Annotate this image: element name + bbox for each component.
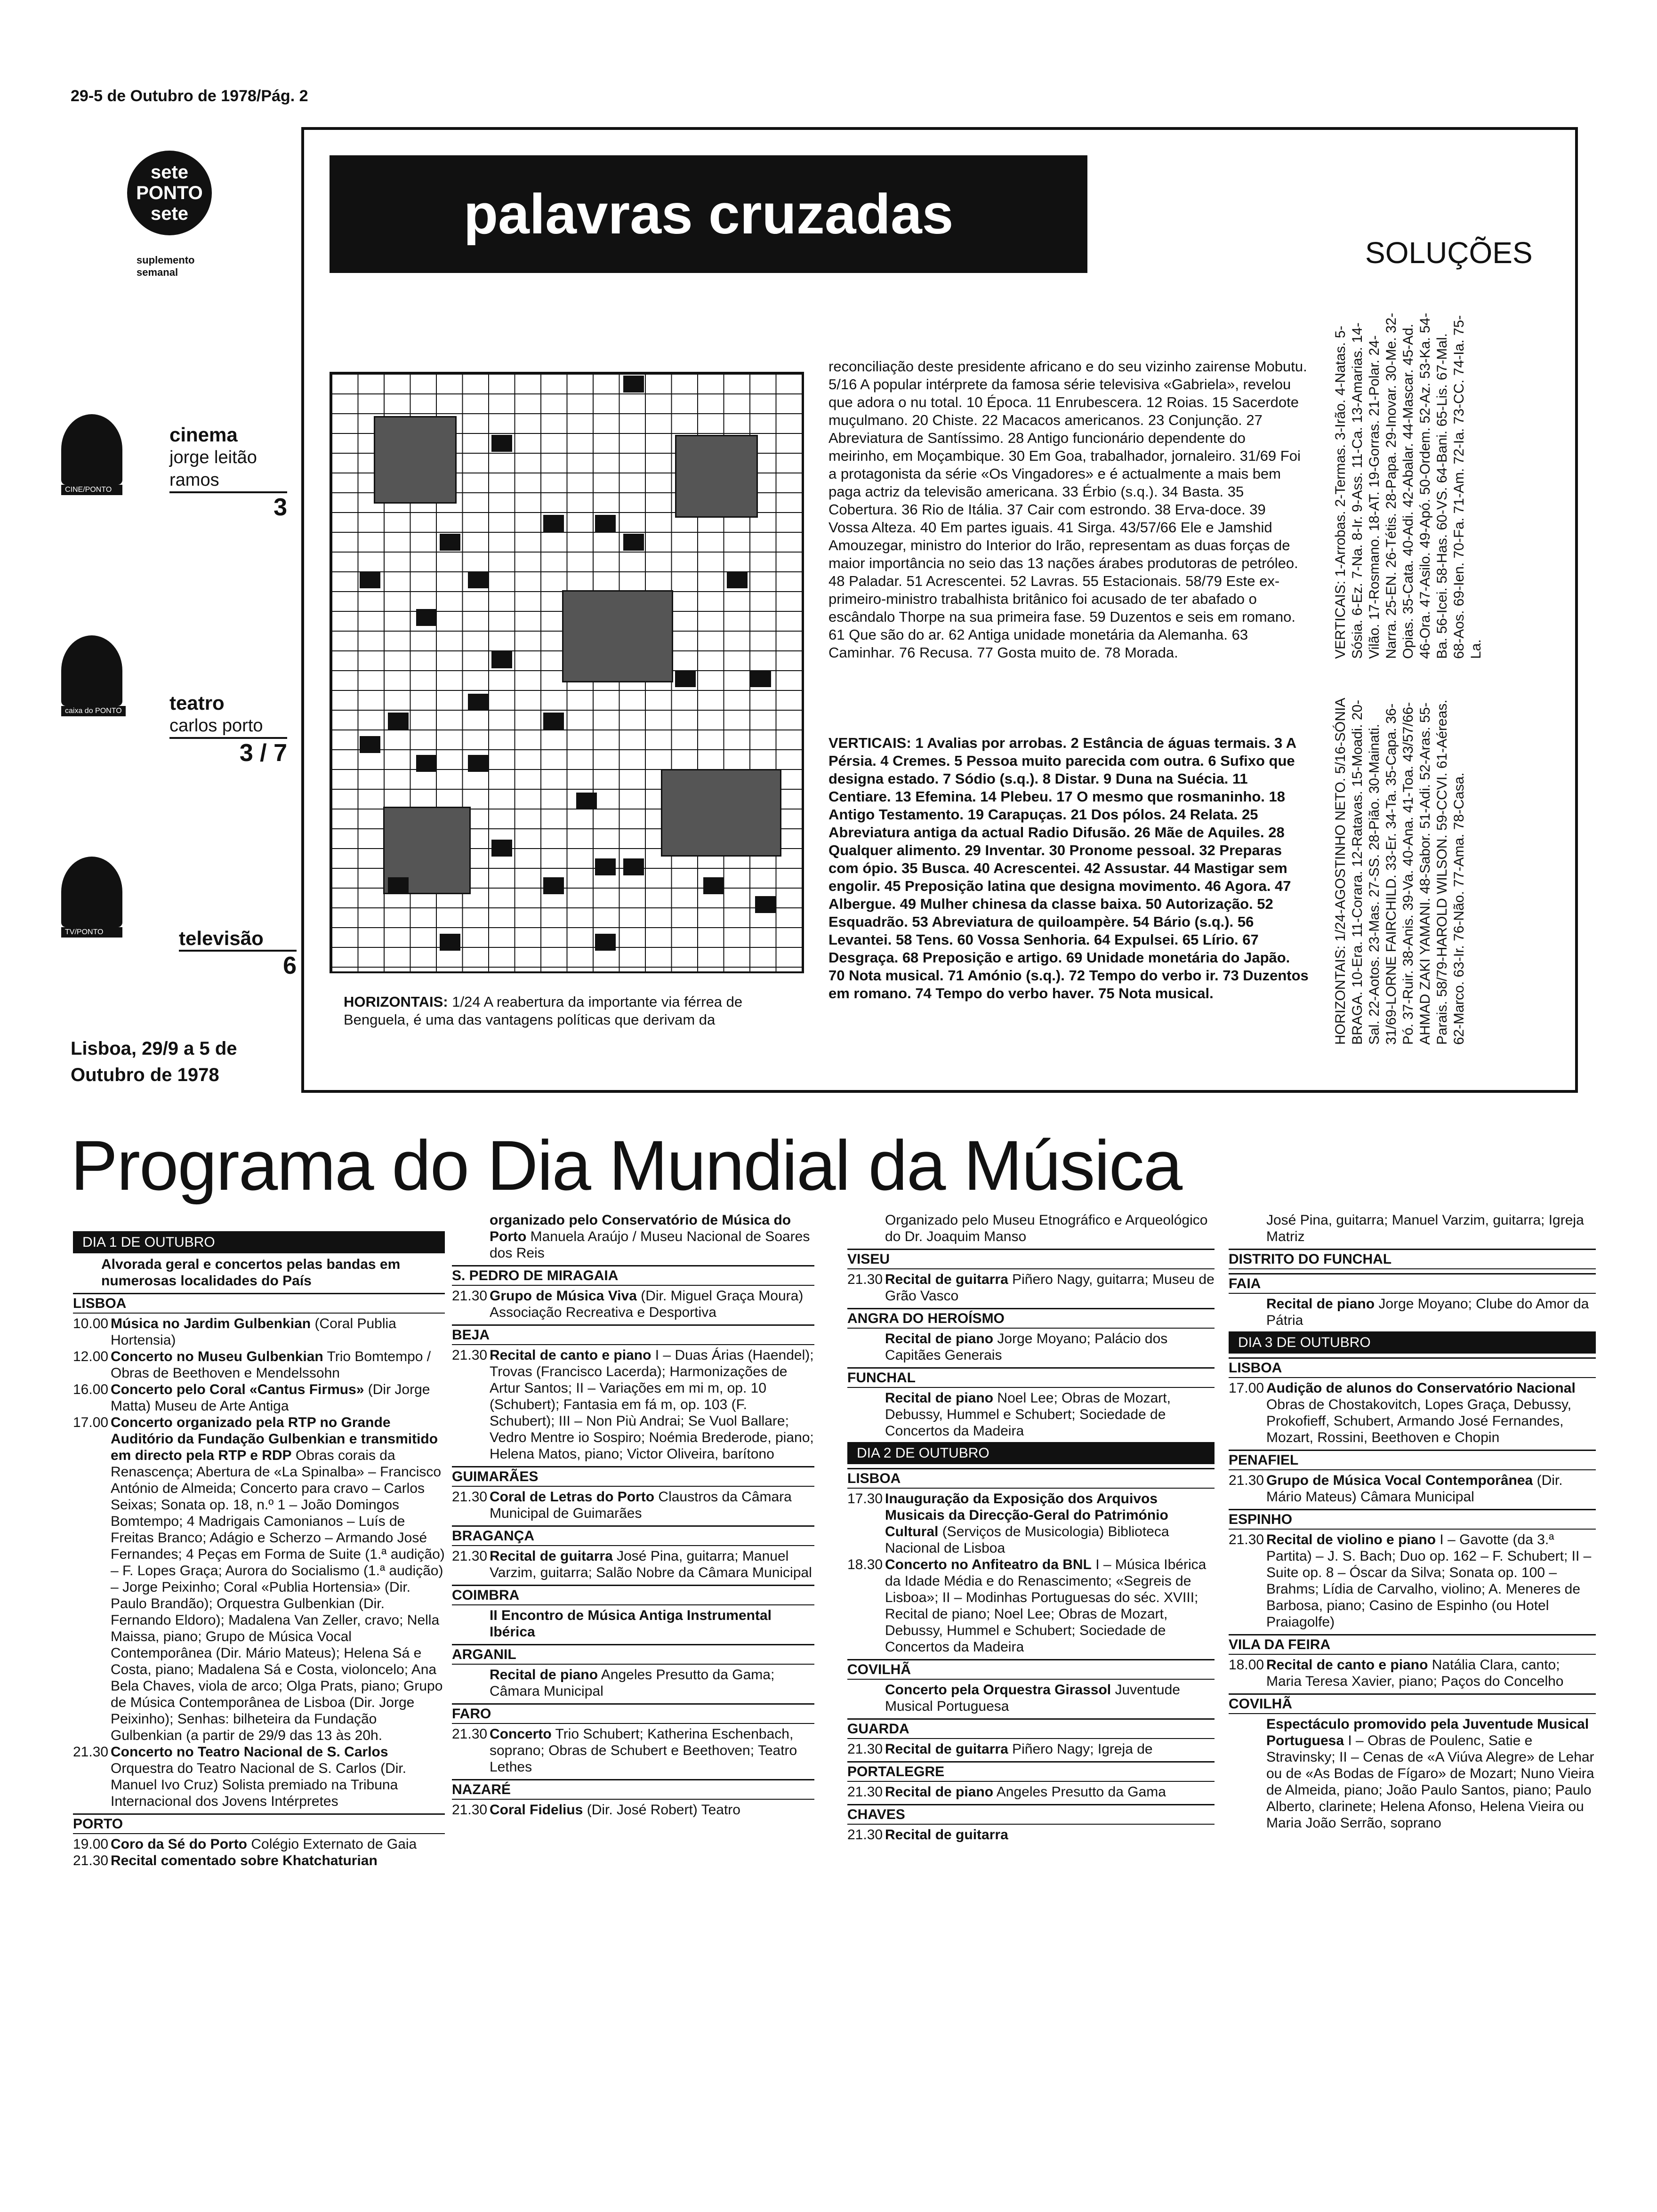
programa-event — [452, 1347, 814, 1462]
programa-event — [847, 1784, 1215, 1800]
event-heading: Espectáculo promovido pela Juventude Musical Portuguesa — [1266, 1716, 1589, 1748]
event-heading: Recital de guitarra — [885, 1272, 1008, 1287]
event-heading: Recital comentado sobre Khatchaturian — [111, 1853, 378, 1868]
event-heading: II Encontro de Música Antiga Instrumental Ibérica — [490, 1608, 772, 1640]
day-header: DIA 2 DE OUTUBRO — [847, 1442, 1215, 1464]
event-time: 21.30 — [452, 1548, 488, 1564]
event-details — [885, 1390, 1215, 1439]
grid-block — [388, 877, 409, 894]
event-body: Organizado pelo Museu Etnográfico e Arqueológico do Dr. Joaquim Manso — [885, 1212, 1208, 1244]
grid-block — [727, 571, 748, 588]
programa-title: Programa do Dia Mundial da Música — [71, 1126, 1182, 1205]
section-title: televisão — [179, 927, 264, 949]
event-body: Trio Bomtempo / Obras de Beethoven e Mendelssohn — [111, 1349, 431, 1381]
section-televisao — [61, 857, 122, 938]
event-body: Claustros da Câmara Municipal de Guimarães — [490, 1489, 792, 1521]
event-body: (Coral Publia Hortensia) — [111, 1316, 396, 1348]
event-details — [885, 1491, 1215, 1556]
event-heading: Concerto no Museu Gulbenkian — [111, 1349, 323, 1364]
clues-horizontais-start — [344, 993, 796, 1029]
event-details — [1266, 1531, 1596, 1630]
event-body: José Pina, guitarra; Manuel Varzim, guitarra; Salão Nobre da Câmara Municipal — [490, 1548, 812, 1580]
event-heading: organizado pelo Conservatório de Música do Porto — [490, 1212, 791, 1244]
event-heading: Recital de guitarra — [885, 1741, 1008, 1757]
event-heading: Música no Jardim Gulbenkian — [111, 1316, 311, 1331]
event-time — [847, 1390, 885, 1439]
programa-event — [1229, 1296, 1596, 1329]
event-body: Jorge Moyano; Palácio dos Capitães Generais — [885, 1331, 1168, 1363]
programa-event — [1229, 1472, 1596, 1505]
section-author: carlos porto — [169, 716, 263, 736]
section-page: 6 — [179, 950, 297, 980]
city-header: VISEU — [847, 1249, 1215, 1269]
section-cinema — [61, 414, 122, 495]
event-details — [111, 1852, 445, 1869]
programa-event — [73, 1836, 445, 1852]
event-details — [490, 1288, 814, 1321]
event-body: Jorge Moyano; Clube do Amor da Pátria — [1266, 1296, 1589, 1328]
event-heading: Concerto — [490, 1726, 552, 1742]
grid-block — [595, 934, 616, 951]
city-header: LISBOA — [73, 1293, 445, 1314]
grid-block — [491, 435, 512, 452]
city-header: COVILHÃ — [1229, 1693, 1596, 1714]
city-header: COIMBRA — [452, 1585, 814, 1605]
event-time: 21.30 — [452, 1288, 488, 1304]
event-heading: Coral de Letras do Porto — [490, 1489, 655, 1505]
event-heading: Recital de guitarra — [885, 1827, 1008, 1843]
event-heading: Recital de violino e piano — [1266, 1532, 1436, 1547]
city-header: ANGRA DO HEROÍSMO — [847, 1308, 1215, 1329]
city-header: PENAFIEL — [1229, 1450, 1596, 1470]
verticais-heading: VERTICAIS: — [828, 735, 911, 751]
event-body: Obras corais da Renascença; Abertura de «La Spinalba» – Francisco António de Almeida; Concerto para cravo – Carlos Seixas; Sonata op. 18, n.º 1 – João Domingos Bomtempo; 4 Madrigais Camonianos – Luís de Freitas Branco; Adágio e Scherzo – Armando José Fernandes; 4 Peças em Forma de Suite (1.ª audição) – F. Lopes Graça; Aurora do Socialismo (1.ª audição) – Jorge Peixinho; Coral «Publia Hortensia» (Dir. Paulo Brandão); Orquestra Gulbenkian (Dir. Fernando Eldoro); Madalena Van Zeller, cravo; Nella Maissa, piano; Grupo de Música Vocal Contemporânea (Dir. Mário Mateus); Helena Sá e Costa, piano; Madalena Sá e Costa, violoncelo; Ana Bela Chaves, viola de arco; Olga Prats, piano; Grupo de Música Contemporânea de Lisboa (Dir. Jorge Peixinho); Senhas: bilheteira da Fundação Gulbenkian (a partir de 29/9 das 13 às 20h. — [111, 1448, 445, 1743]
city-header: ARGANIL — [452, 1644, 814, 1665]
city-header: ESPINHO — [1229, 1509, 1596, 1530]
event-details — [885, 1784, 1215, 1800]
event-details — [885, 1330, 1215, 1363]
event-time — [1229, 1716, 1266, 1831]
event-time: 21.30 — [73, 1853, 109, 1868]
event-time — [1229, 1212, 1266, 1245]
event-body: Obras de Chostakovitch, Lopes Graça, Debussy, Prokofieff, Schubert, Armando José Fernandes, Mozart, Rossini, Beethoven e Chopin — [1266, 1397, 1572, 1445]
city-header: DISTRITO DO FUNCHAL — [1229, 1249, 1596, 1269]
city-header: NAZARÉ — [452, 1779, 814, 1800]
grid-block — [576, 793, 597, 809]
programa-event — [847, 1271, 1215, 1304]
photo-ahmad-zaki-yamani — [661, 769, 781, 857]
photo-sonia-braga — [675, 435, 758, 518]
grid-block — [703, 877, 724, 894]
city-header: BEJA — [452, 1324, 814, 1345]
event-heading: Recital de piano — [885, 1390, 994, 1406]
solutions-verticais: VERTICAIS: 1-Arrobas. 2-Termas. 3-Irão. 4-Natas. 5-Sósia. 6-Ez. 7-Na. 8-Ir. 9-Ass. 11-Ca. 13-Amarias. 14-Vilão. 17-Rosmano. 18-AT. 19-Gorras. 21-Polar. 24-Narra. 25-EN. 26-Tétis. 28-Papa. 29-Inovar. 30-Me. 32-Opias. 35-Cata. 40-Adi. 42-Abalar. 44-Mascar. 45-Ad. 46-Ora. 47-Asilo. 49-Apó. 50-Ordem. 52-Az. 53-Ka. 54-Ba. 56-Icei. 58-Has. 60-VS. 64-Bani. 65-Lis. 67-Mal. 68-Aos. 69-Ien. 70-Fa. 71-Am. 72-Ia. 73-CC. 74-Ia. 75-La. — [1333, 313, 1484, 659]
event-time: 18.00 — [1229, 1657, 1264, 1673]
programa-event — [847, 1491, 1215, 1556]
programa-event — [847, 1827, 1215, 1843]
event-details — [490, 1212, 814, 1261]
grid-block — [623, 534, 644, 551]
photo-lorne-fairchild — [562, 590, 673, 682]
grid-block — [468, 694, 489, 711]
event-time — [847, 1330, 885, 1363]
sete-ponto-sete-logo — [127, 151, 212, 235]
city-header: S. PEDRO DE MIRAGAIA — [452, 1265, 814, 1286]
event-time — [452, 1607, 490, 1640]
programa-event — [847, 1741, 1215, 1757]
event-heading: Concerto no Teatro Nacional de S. Carlos — [111, 1744, 388, 1760]
grid-block — [595, 858, 616, 875]
event-body: (Dir Jorge Matta) Museu de Arte Antiga — [111, 1382, 430, 1414]
solutions-label: SOLUÇÕES — [1365, 236, 1533, 270]
grid-block — [360, 571, 380, 588]
event-time: 16.00 — [73, 1382, 109, 1397]
horizontais-text: 1/24 A reabertura da importante via férrea de Benguela, é uma das vantagens políticas que derivam da — [344, 994, 743, 1028]
grid-block — [468, 755, 489, 772]
event-body: Angeles Presutto da Gama — [996, 1784, 1166, 1800]
event-details — [490, 1726, 814, 1775]
programa-event — [847, 1390, 1215, 1439]
event-details — [490, 1607, 814, 1640]
event-details — [885, 1271, 1215, 1304]
event-heading: Recital de piano — [1266, 1296, 1375, 1312]
event-body: José Pina, guitarra; Manuel Varzim, guitarra; Igreja Matriz — [1266, 1212, 1584, 1244]
programa-event — [1229, 1380, 1596, 1446]
event-details — [111, 1414, 445, 1744]
event-details — [1266, 1296, 1596, 1329]
programa-event — [452, 1288, 814, 1321]
event-time: 12.00 — [73, 1349, 109, 1364]
page-header-date: 29-5 de Outubro de 1978/Pág. 2 — [71, 87, 308, 105]
event-time: 10.00 — [73, 1316, 109, 1331]
programa-column-2 — [452, 1212, 814, 1818]
city-header: CHAVES — [847, 1804, 1215, 1825]
event-body: (Dir. Miguel Graça Moura) Associação Recreativa e Desportiva — [490, 1288, 804, 1320]
logo-line: sete — [150, 203, 189, 224]
grid-block — [468, 571, 489, 588]
dateline: Lisboa, 29/9 a 5 de Outubro de 1978 — [71, 1038, 237, 1085]
grid-block — [388, 713, 409, 729]
event-details — [885, 1741, 1215, 1757]
event-details — [1266, 1380, 1596, 1446]
event-body: I – Obras de Poulenc, Satie e Stravinsky; II – Cenas de «A Viúva Alegre» de Lehar ou de «As Bodas de Fígaro» de Mozart; Nuno Vieira de Almeida, piano; João Paulo Santos, piano; Paulo Alberto, clarinete; Helena Afonso, Helena Vieira ou Maria João Serrão, soprano — [1266, 1733, 1594, 1831]
event-time: 18.30 — [847, 1557, 883, 1572]
programa-event — [73, 1348, 445, 1381]
solutions-horizontais: HORIZONTAIS: 1/24-AGOSTINHO NETO. 5/16-SÓNIA BRAGA. 10-Era. 11-Corara. 12-Ratavas. 15-Moadi. 20-Sal. 22-Aotos. 23-Mas. 27-SS. 28-Pião. 30-Mainati. 31/69-LORNE FAIRCHILD. 33-Er. 34-Ta. 35-Capa. 36-Pó. 37-Ruir. 38-Anis. 39-Va. 40-Ana. 41-Toa. 43/57/66-AHMAD ZAKI YAMANI. 48-Sabor. 51-Adi. 52-Aras. 55-Parais. 58/79-HAROLD WILSON. 59-CCVI. 61-Aéreas. 62-Marco. 63-Ir. 76-Não. 77-Ama. 78-Casa. — [1333, 698, 1467, 1045]
section-cinema-text — [169, 424, 287, 521]
section-teatro — [61, 635, 126, 716]
grid-block — [491, 651, 512, 668]
event-heading: Concerto pela Orquestra Girassol — [885, 1682, 1111, 1698]
city-header: FARO — [452, 1703, 814, 1724]
event-time: 21.30 — [452, 1347, 488, 1363]
grid-block — [491, 840, 512, 857]
grid-block — [416, 609, 437, 626]
event-time — [1229, 1296, 1266, 1329]
event-time — [847, 1212, 885, 1245]
city-header: FAIA — [1229, 1273, 1596, 1294]
section-label: CINE/PONTO — [61, 485, 122, 495]
event-heading: Recital de piano — [885, 1784, 994, 1800]
event-body: Manuela Araújo / Museu Nacional de Soares dos Reis — [490, 1229, 810, 1261]
event-body: Piñero Nagy, guitarra; Museu de Grão Vasco — [885, 1272, 1215, 1304]
clues-horizontais-cont: reconciliação deste presidente africano e do seu vizinho zairense Mobutu. 5/16 A popular intérprete da famosa série televisiva «Gabriela», revelou que adora o nu total. 10 Época. 11 Enrubescera. 12 Roias. 15 Sacerdote muçulmano. 20 Chiste. 22 Macacos americanos. 23 Conjunção. 27 Abreviatura de Santíssimo. 28 Antigo funcionário dependente do meirinho, em Moçambique. 30 Em Goa, trabalhador, jornaleiro. 31/69 Foi a protagonista da série «Os Vingadores» e é actualmente a mais bem paga actriz da televisão americana. 33 Érbio (s.q.). 34 Basta. 35 Cobertura. 36 Rio de Itália. 37 Cair com estrondo. 38 Erva-doce. 39 Vossa Alteza. 40 Em partes iguais. 41 Sirga. 43/57/66 Ele e Jamshid Amouzegar, ministro do Interior do Irão, representam as duas forças de maior importância no seio das 13 nações árabes produtoras de petróleo. 48 Paladar. 51 Acrescentei. 52 Lavras. 55 Estacionais. 58/79 Este ex-primeiro-ministro trabalhista britânico foi acusado de ter abafado o escândalo Thorpe na sua primeira fase. 59 Duzentos e seis em romano. 61 Que são do ar. 62 Antiga unidade monetária da Alemanha. 63 Caminhar. 76 Recusa. 77 Gosta muito de. 78 Morada. — [828, 358, 1307, 661]
programa-event — [452, 1607, 814, 1640]
section-label: caixa do PONTO — [61, 706, 126, 716]
grid-block — [440, 534, 460, 551]
teatro-icon — [61, 635, 122, 706]
programa-event — [452, 1802, 814, 1818]
event-details — [885, 1212, 1215, 1245]
programa-note: Alvorada geral e concertos pelas bandas em numerosas localidades do País — [101, 1257, 401, 1289]
programa-event — [73, 1414, 445, 1744]
event-heading: Concerto pelo Coral «Cantus Firmus» — [111, 1382, 364, 1397]
event-time: 21.30 — [847, 1784, 883, 1800]
crossword-grid — [330, 372, 804, 973]
event-heading: Recital de piano — [490, 1667, 598, 1683]
grid-block — [543, 877, 564, 894]
event-body: Angeles Presutto da Gama; Câmara Municipal — [490, 1667, 775, 1699]
grid-block — [440, 934, 460, 951]
event-heading: Audição de alunos do Conservatório Nacional — [1266, 1380, 1576, 1396]
programa-event — [847, 1682, 1215, 1715]
programa-event — [452, 1489, 814, 1522]
event-time: 21.30 — [1229, 1532, 1264, 1547]
grid-block — [360, 736, 380, 753]
event-heading: Grupo de Música Vocal Contemporânea — [1266, 1473, 1533, 1488]
city-header: BRAGANÇA — [452, 1525, 814, 1546]
event-details — [885, 1556, 1215, 1655]
photo-agostinho-neto — [374, 416, 457, 504]
day-header: DIA 1 DE OUTUBRO — [73, 1231, 445, 1253]
grid-block — [675, 670, 696, 687]
programa-column-4 — [1229, 1212, 1596, 1831]
event-body: (Serviços de Musicologia) Biblioteca Nacional de Lisboa — [885, 1524, 1169, 1556]
event-body: Colégio Externato de Gaia — [251, 1836, 417, 1852]
event-heading: Recital de canto e piano — [490, 1347, 652, 1363]
event-heading: Inauguração da Exposição dos Arquivos Musicais da Direcção-Geral do Património Cultural — [885, 1491, 1168, 1539]
event-body: Natália Clara, canto; Maria Teresa Xavier, piano; Paços do Concelho — [1266, 1657, 1564, 1689]
event-time: 17.00 — [1229, 1380, 1264, 1396]
section-televisao-text — [179, 927, 297, 980]
event-details — [490, 1548, 814, 1581]
programa-event — [1229, 1716, 1596, 1831]
event-details — [490, 1667, 814, 1699]
programa-event — [847, 1212, 1215, 1245]
grid-block — [543, 713, 564, 729]
programa-event — [452, 1667, 814, 1699]
event-details — [111, 1744, 445, 1810]
event-heading: Coral Fidelius — [490, 1802, 583, 1818]
programa-event — [73, 1315, 445, 1348]
television-icon — [61, 857, 122, 927]
event-details — [490, 1802, 814, 1818]
horizontais-heading: HORIZONTAIS: — [344, 994, 448, 1010]
event-time: 21.30 — [847, 1272, 883, 1287]
city-header: GUIMARÃES — [452, 1466, 814, 1487]
day-header: DIA 3 DE OUTUBRO — [1229, 1331, 1596, 1354]
city-header: PORTALEGRE — [847, 1761, 1215, 1782]
event-time: 17.30 — [847, 1491, 883, 1507]
programa-event — [1229, 1212, 1596, 1245]
event-heading: Recital de guitarra — [490, 1548, 613, 1564]
section-author: jorge leitão ramos — [169, 448, 257, 490]
logo-line: PONTO — [136, 183, 203, 203]
event-heading: Concerto organizado pela RTP no Grande Auditório da Fundação Gulbenkian e transmitido em directo pela RTP e RDP — [111, 1415, 438, 1463]
event-time: 17.00 — [73, 1415, 109, 1430]
event-heading: Recital de canto e piano — [1266, 1657, 1428, 1673]
event-time — [452, 1212, 490, 1261]
event-time: 21.30 — [847, 1827, 883, 1843]
event-details — [885, 1827, 1215, 1843]
crossword-title: palavras cruzadas — [330, 155, 1087, 273]
event-time: 21.30 — [847, 1741, 883, 1757]
event-details — [1266, 1716, 1596, 1831]
grid-block — [755, 896, 776, 913]
event-body: Juventude Musical Portuguesa — [885, 1682, 1180, 1714]
section-label: TV/PONTO — [61, 927, 122, 938]
event-time: 21.30 — [452, 1726, 488, 1742]
event-time: 21.30 — [73, 1744, 109, 1760]
event-heading: Coro da Sé do Porto — [111, 1836, 248, 1852]
grid-block — [595, 515, 616, 532]
cinema-icon — [61, 414, 122, 485]
supplement-label: suplemento semanal — [137, 254, 195, 278]
grid-block — [623, 376, 644, 393]
event-details — [111, 1315, 445, 1348]
city-header: GUARDA — [847, 1718, 1215, 1739]
event-time — [452, 1667, 490, 1699]
programa-event — [1229, 1531, 1596, 1630]
programa-event — [452, 1548, 814, 1581]
grid-block — [623, 858, 644, 875]
event-time: 21.30 — [452, 1802, 488, 1818]
city-header: COVILHÃ — [847, 1659, 1215, 1680]
event-body: I – Duas Árias (Haendel); Trovas (Francisco Lacerda); Harmonizações de Artur Santos; II – Variações em mi m, op. 10 (Schubert); Fantasia em fá m, op. 103 (F. Schubert); III – Non Più Andrai; Se Vuol Ballare; Vedro Mentre io Sospiro; Noémia Brederode, piano; Helena Matos, piano; Victor Oliveira, barítono — [490, 1347, 814, 1462]
programa-event — [847, 1330, 1215, 1363]
city-header: LISBOA — [1229, 1357, 1596, 1378]
grid-block — [543, 515, 564, 532]
event-time: 21.30 — [1229, 1473, 1264, 1488]
event-body: I – Gavotte (da 3.ª Partita) – J. S. Bach; Duo op. 162 – F. Schubert; II – Suite op. 8 – Óscar da Silva; Sonata op. 100 – Brahms; Lídia de Carvalho, violino; A. Meneres de Barbosa, piano; Casino de Espinho (ou Hotel Praiagolfe) — [1266, 1532, 1592, 1630]
event-body: (Dir. Mário Mateus) Câmara Municipal — [1266, 1473, 1563, 1505]
grid-block — [416, 755, 437, 772]
event-time: 21.30 — [452, 1489, 488, 1505]
event-details — [111, 1348, 445, 1381]
section-title: teatro — [169, 692, 225, 714]
event-time: 19.00 — [73, 1836, 109, 1852]
programa-event — [73, 1744, 445, 1810]
event-time — [847, 1682, 885, 1715]
programa-event — [452, 1726, 814, 1775]
programa-event — [73, 1852, 445, 1869]
event-body: Trio Schubert; Katherina Eschenbach, soprano; Obras de Schubert e Beethoven; Teatro Lethes — [490, 1726, 797, 1775]
event-body: I – Música Ibérica da Idade Média e do Renascimento; «Segreis de Lisboa»; II – Modinhas Portuguesas do séc. XVIII; Recital de piano; Noel Lee; Obras de Mozart, Debussy, Hummel e Schubert; Sociedade de Concertos da Madeira — [885, 1557, 1207, 1655]
city-header: FUNCHAL — [847, 1367, 1215, 1388]
clues-verticais — [828, 734, 1309, 1002]
logo-line: sete — [150, 162, 189, 183]
event-details — [1266, 1472, 1596, 1505]
programa-event — [73, 1381, 445, 1414]
event-details — [490, 1489, 814, 1522]
programa-column-1 — [73, 1228, 445, 1869]
city-header: PORTO — [73, 1813, 445, 1834]
city-header: LISBOA — [847, 1468, 1215, 1489]
event-details — [1266, 1657, 1596, 1690]
event-body: Piñero Nagy; Igreja de — [1012, 1741, 1153, 1757]
programa-event — [1229, 1657, 1596, 1690]
programa-event — [452, 1212, 814, 1261]
grid-block — [750, 670, 771, 687]
event-heading: Concerto no Anfiteatro da BNL — [885, 1557, 1092, 1572]
event-details — [111, 1381, 445, 1414]
section-page: 3 — [169, 491, 287, 521]
verticais-text: 1 Avalias por arrobas. 2 Estância de águas termais. 3 A Pérsia. 4 Cremes. 5 Pessoa muito parecida com outra. 6 Sufixo que designa estado. 7 Sódio (s.q.). 8 Distar. 9 Duna na Suécia. 11 Centiare. 13 Efemina. 14 Plebeu. 17 O mesmo que rosmaninho. 18 Antigo Testamento. 19 Carapuças. 21 Dos pólos. 24 Relata. 25 Abreviatura antiga da actual Radio Difusão. 26 Mãe de Aquiles. 28 Qualquer alimento. 29 Inventar. 30 Pronome pessoal. 32 Preparas com ópio. 35 Busca. 40 Acrescentei. 42 Assustar. 44 Mastigar sem engolir. 45 Preposição latina que designa movimento. 46 Agora. 47 Albergue. 49 Mulher chinesa da classe baixa. 50 Autorização. 52 Esquadrão. 53 Abreviatura de quiloampère. 54 Bário (s.q.). 56 Levantei. 58 Tens. 60 Vossa Senhoria. 64 Expulsei. 65 Lírio. 67 Desgraça. 68 Preposição e artigo. 69 Unidade monetária do Japão. 70 Nota musical. 71 Amónio (s.q.). 72 Tempo do verbo ir. 73 Duzentos em romano. 74 Tempo do verbo haver. 75 Nota musical. — [828, 735, 1309, 1002]
event-heading: Recital de piano — [885, 1331, 994, 1346]
event-details — [1266, 1212, 1596, 1245]
programa-event — [847, 1556, 1215, 1655]
event-body: (Dir. José Robert) Teatro — [587, 1802, 740, 1818]
city-header: VILA DA FEIRA — [1229, 1634, 1596, 1655]
section-page: 3 / 7 — [169, 737, 287, 767]
event-details — [490, 1347, 814, 1462]
event-body: Orquestra do Teatro Nacional de S. Carlos (Dir. Manuel Ivo Cruz) Solista premiado na Tribuna Internacional dos Jovens Intérpretes — [111, 1761, 407, 1809]
section-title: cinema — [169, 424, 238, 446]
section-teatro-text — [169, 692, 287, 767]
event-details — [885, 1682, 1215, 1715]
programa-column-3 — [847, 1212, 1215, 1843]
event-body: Noel Lee; Obras de Mozart, Debussy, Hummel e Schubert; Sociedade de Concertos da Madeira — [885, 1390, 1171, 1439]
event-details — [111, 1836, 445, 1852]
event-heading: Grupo de Música Viva — [490, 1288, 637, 1304]
